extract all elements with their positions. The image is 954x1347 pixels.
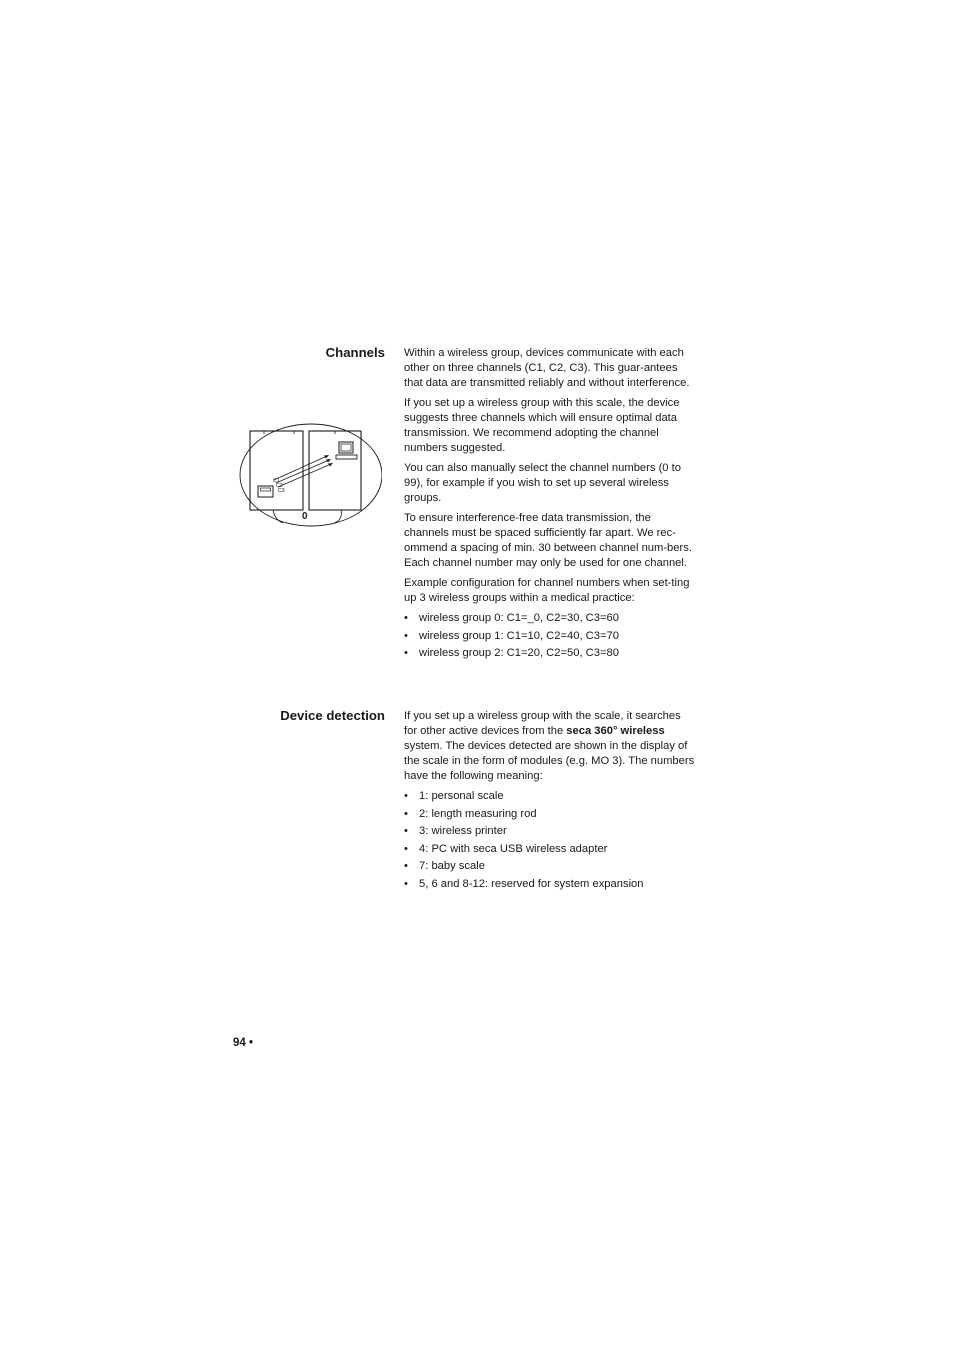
device-module-list — [404, 789, 696, 892]
channels-paragraph-5: Example configuration for channel numbers when set-ting up 3 wireless groups within a medical practice: — [404, 577, 690, 604]
channels-paragraph-4: To ensure interference-free data transmission, the channels must be spaced sufficiently far apart. We rec-ommend a spacing of min. 30 between channel num-bers. Each channel number may only be used for one channel. — [404, 512, 692, 569]
list-item — [404, 842, 696, 857]
channels-paragraph-2: If you set up a wireless group with this scale, the device suggests three channels which will ensure optimal data transmission. We recommend adopting the channel numbers suggested. — [404, 397, 680, 454]
list-item-text: 3: wireless printer — [419, 825, 507, 837]
list-item-text: 1: personal scale — [419, 790, 504, 802]
intro-text-start: If you set up a wireless group with the scale, it searches for other active devices from the — [404, 710, 681, 737]
device-detection-heading: Device detection — [280, 708, 385, 723]
list-item — [404, 877, 696, 892]
list-item-text: 2: length measuring rod — [419, 807, 537, 820]
channels-paragraph-3: You can also manually select the channel numbers (0 to 99), for example if you wish to set up several wireless groups. — [404, 462, 681, 504]
list-item-text: wireless group 1: C1=10, C2=40, C3=70 — [419, 629, 619, 642]
intro-text-end: system. The devices detected are shown in the display of the scale in the form of modules (e.g. MO 3). The numbers have the following meaning: — [404, 740, 695, 782]
bullet-icon: • — [404, 647, 408, 659]
page-number — [233, 1036, 253, 1050]
page-number-bullet: • — [249, 1037, 254, 1049]
device-detection-paragraph — [404, 709, 696, 784]
bullet-icon: • — [404, 842, 408, 855]
list-item — [404, 859, 696, 874]
channel-label-c2: C2 — [276, 483, 283, 489]
channels-bullet-list — [404, 611, 696, 661]
channel-label-c3: C3 — [278, 488, 285, 494]
bullet-icon: • — [404, 807, 408, 820]
device-detection-section — [404, 709, 696, 894]
bullet-icon: • — [404, 629, 408, 642]
list-item — [404, 824, 696, 839]
computer-icon — [336, 442, 357, 459]
list-item — [404, 789, 696, 804]
bullet-icon: • — [404, 790, 408, 802]
list-item — [404, 629, 696, 644]
bullet-icon: • — [404, 860, 408, 872]
brand-name: seca 360° wireless — [566, 725, 665, 737]
list-item — [404, 807, 696, 822]
list-item-text: 4: PC with seca USB wireless adapter — [419, 842, 608, 855]
scale-device-icon — [258, 486, 273, 497]
list-item-text: wireless group 2: C1=20, C2=50, C3=80 — [419, 647, 619, 659]
list-item-text: 5, 6 and 8-12: reserved for system expansion — [419, 877, 644, 890]
channels-section — [404, 346, 696, 664]
group-number-label: 0 — [302, 511, 308, 522]
page-number-value: 94 — [233, 1037, 246, 1049]
bullet-icon: • — [404, 825, 408, 837]
list-item-text: 7: baby scale — [419, 860, 485, 872]
channels-heading: Channels — [325, 345, 385, 360]
channel-label-c1: C1 — [273, 478, 280, 484]
bullet-icon: • — [404, 612, 408, 624]
list-item-text: wireless group 0: C1=_0, C2=30, C3=60 — [419, 612, 619, 624]
list-item — [404, 646, 696, 661]
wireless-group-figure — [236, 420, 382, 532]
bullet-icon: • — [404, 877, 408, 890]
list-item — [404, 611, 696, 626]
channels-paragraph-1: Within a wireless group, devices communicate with each other on three channels (C1, C2, C3). This guar-antees that data are transmitted reliably and without interference. — [404, 347, 690, 389]
